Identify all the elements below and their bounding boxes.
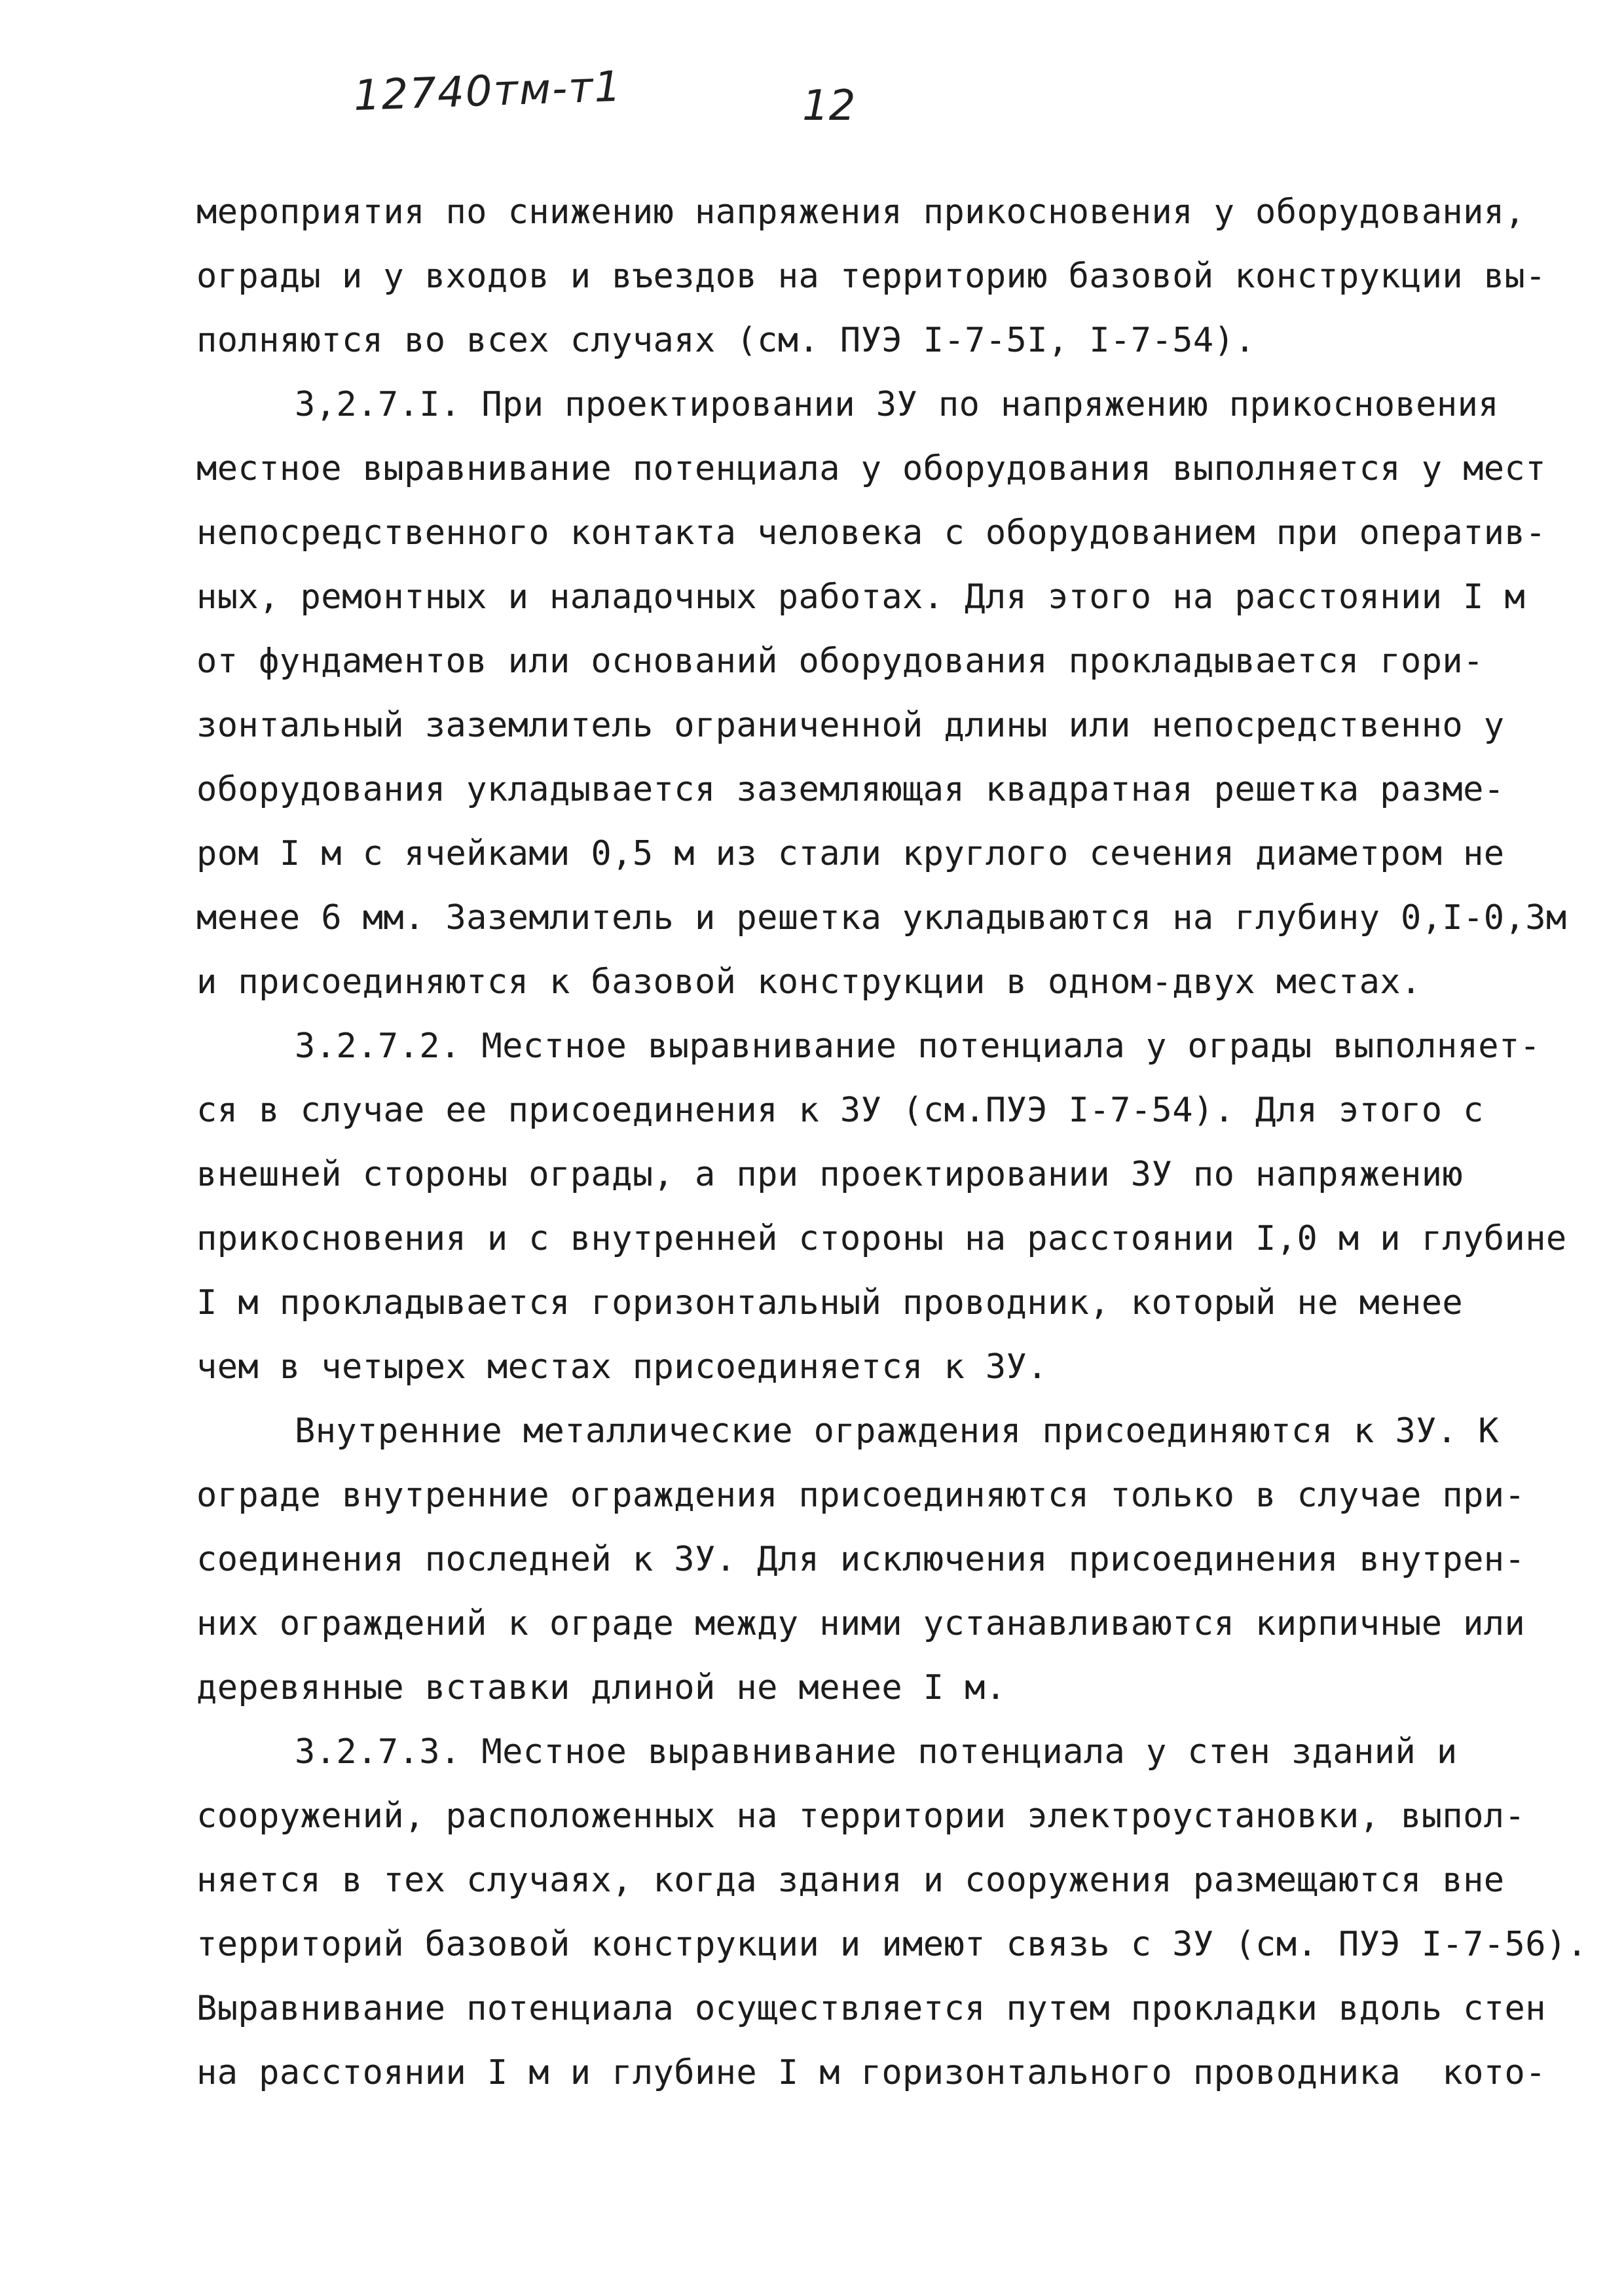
- text-line: зонтальный заземлитель ограниченной длины или непосредственно у: [196, 706, 1505, 745]
- text-line: полняются во всех случаях (см. ПУЭ I-7-5I, I-7-54).: [196, 321, 1256, 360]
- text-line: ограды и у входов и въездов на территорию базовой конструкции вы-: [196, 257, 1546, 296]
- page-number: 12: [802, 82, 856, 130]
- text-line: от фундаментов или оснований оборудования прокладывается гори-: [196, 642, 1484, 681]
- text-line: и присоединяются к базовой конструкции в одном-двух местах.: [196, 962, 1422, 1002]
- text-line: на расстоянии I м и глубине I м горизонтального проводника кото-: [196, 2053, 1546, 2092]
- text-line: Выравнивание потенциала осуществляется путем прокладки вдоль стен: [196, 1989, 1546, 2028]
- section-heading-line: 3,2.7.I. При проектировании ЗУ по напряжению прикосновения: [295, 385, 1499, 424]
- text-line: оборудования укладывается заземляющая квадратная решетка разме-: [196, 770, 1505, 809]
- text-line: прикосновения и с внутренней стороны на расстоянии I,0 м и глубине: [196, 1219, 1567, 1258]
- text-line: няется в тех случаях, когда здания и сооружения размещаются вне: [196, 1861, 1505, 1900]
- text-line: мероприятия по снижению напряжения прикосновения у оборудования,: [196, 192, 1526, 232]
- text-line: внешней стороны ограды, а при проектировании ЗУ по напряжению: [196, 1155, 1464, 1194]
- text-line: сооружений, расположенных на территории электроустановки, выпол-: [196, 1796, 1526, 1836]
- document-code: 12740тм-т1: [352, 62, 623, 120]
- text-line: них ограждений к ограде между ними устанавливаются кирпичные или: [196, 1604, 1526, 1643]
- text-line: непосредственного контакта человека с оборудованием при оператив-: [196, 513, 1546, 553]
- text-line: ограде внутренние ограждения присоединяются только в случае при-: [196, 1476, 1526, 1515]
- body-text: [196, 180, 1588, 2105]
- text-line: местное выравнивание потенциала у оборудования выполняется у мест: [196, 449, 1546, 488]
- text-line: I м прокладывается горизонтальный проводник, который не менее: [196, 1283, 1464, 1322]
- text-line: чем в четырех местах присоединяется к ЗУ.: [196, 1347, 1048, 1387]
- paragraph-start-line: Внутренние металлические ограждения присоединяются к ЗУ. К: [295, 1412, 1499, 1451]
- text-line: деревянные вставки длиной не менее I м.: [196, 1668, 1006, 1707]
- text-line: менее 6 мм. Заземлитель и решетка укладываются на глубину 0,I-0,3м: [196, 898, 1567, 938]
- section-heading-line: 3.2.7.3. Местное выравнивание потенциала у стен зданий и: [295, 1732, 1458, 1772]
- section-heading-line: 3.2.7.2. Местное выравнивание потенциала у ограды выполняет-: [295, 1027, 1541, 1066]
- text-line: ных, ремонтных и наладочных работах. Для этого на расстоянии I м: [196, 577, 1526, 617]
- text-line: ром I м с ячейками 0,5 м из стали круглого сечения диаметром не: [196, 834, 1505, 873]
- text-line: территорий базовой конструкции и имеют связь с ЗУ (см. ПУЭ I-7-56).: [196, 1925, 1588, 1964]
- text-line: ся в случае ее присоединения к ЗУ (см.ПУЭ I-7-54). Для этого с: [196, 1091, 1484, 1130]
- text-line: соединения последней к ЗУ. Для исключения присоединения внутрен-: [196, 1540, 1526, 1579]
